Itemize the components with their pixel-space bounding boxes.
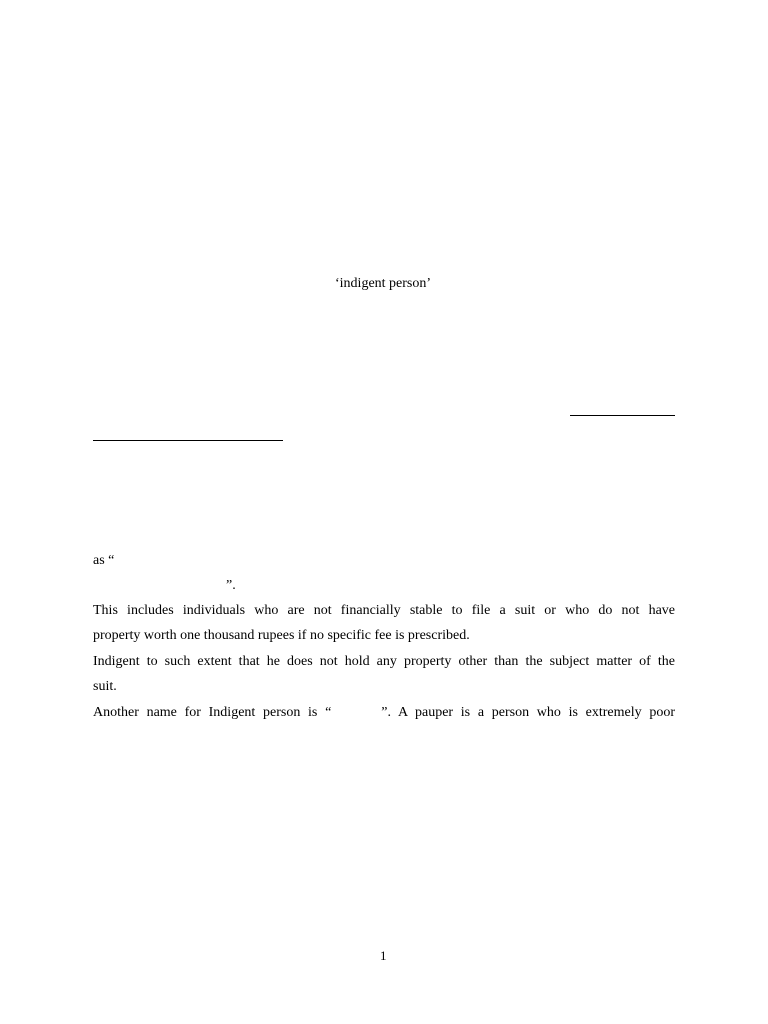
- paragraph-3-after: ”. A pauper is a person who is extremely poor: [381, 705, 675, 720]
- paragraph-3-before: Another name for Indigent person is “: [93, 705, 332, 720]
- paragraph-2-line-2: suit.: [93, 679, 117, 694]
- paragraph-3: [93, 700, 675, 725]
- page-number: 1: [380, 948, 387, 963]
- paragraph-1-line-1: This includes individuals who are not financially stable to file a suit or who do not have: [93, 603, 675, 618]
- fragment-close-quote: ”.: [226, 578, 236, 593]
- paragraph-2-line-1: Indigent to such extent that he does not hold any property other than the subject matter of the: [93, 654, 675, 669]
- paragraph-1-line-2: property worth one thousand rupees if no specific fee is prescribed.: [93, 628, 470, 643]
- section-heading: ‘indigent person’: [335, 276, 432, 291]
- underline-rule-right: [570, 415, 675, 416]
- underline-rule-left: [93, 440, 283, 441]
- fragment-as-quote: as “: [93, 553, 115, 568]
